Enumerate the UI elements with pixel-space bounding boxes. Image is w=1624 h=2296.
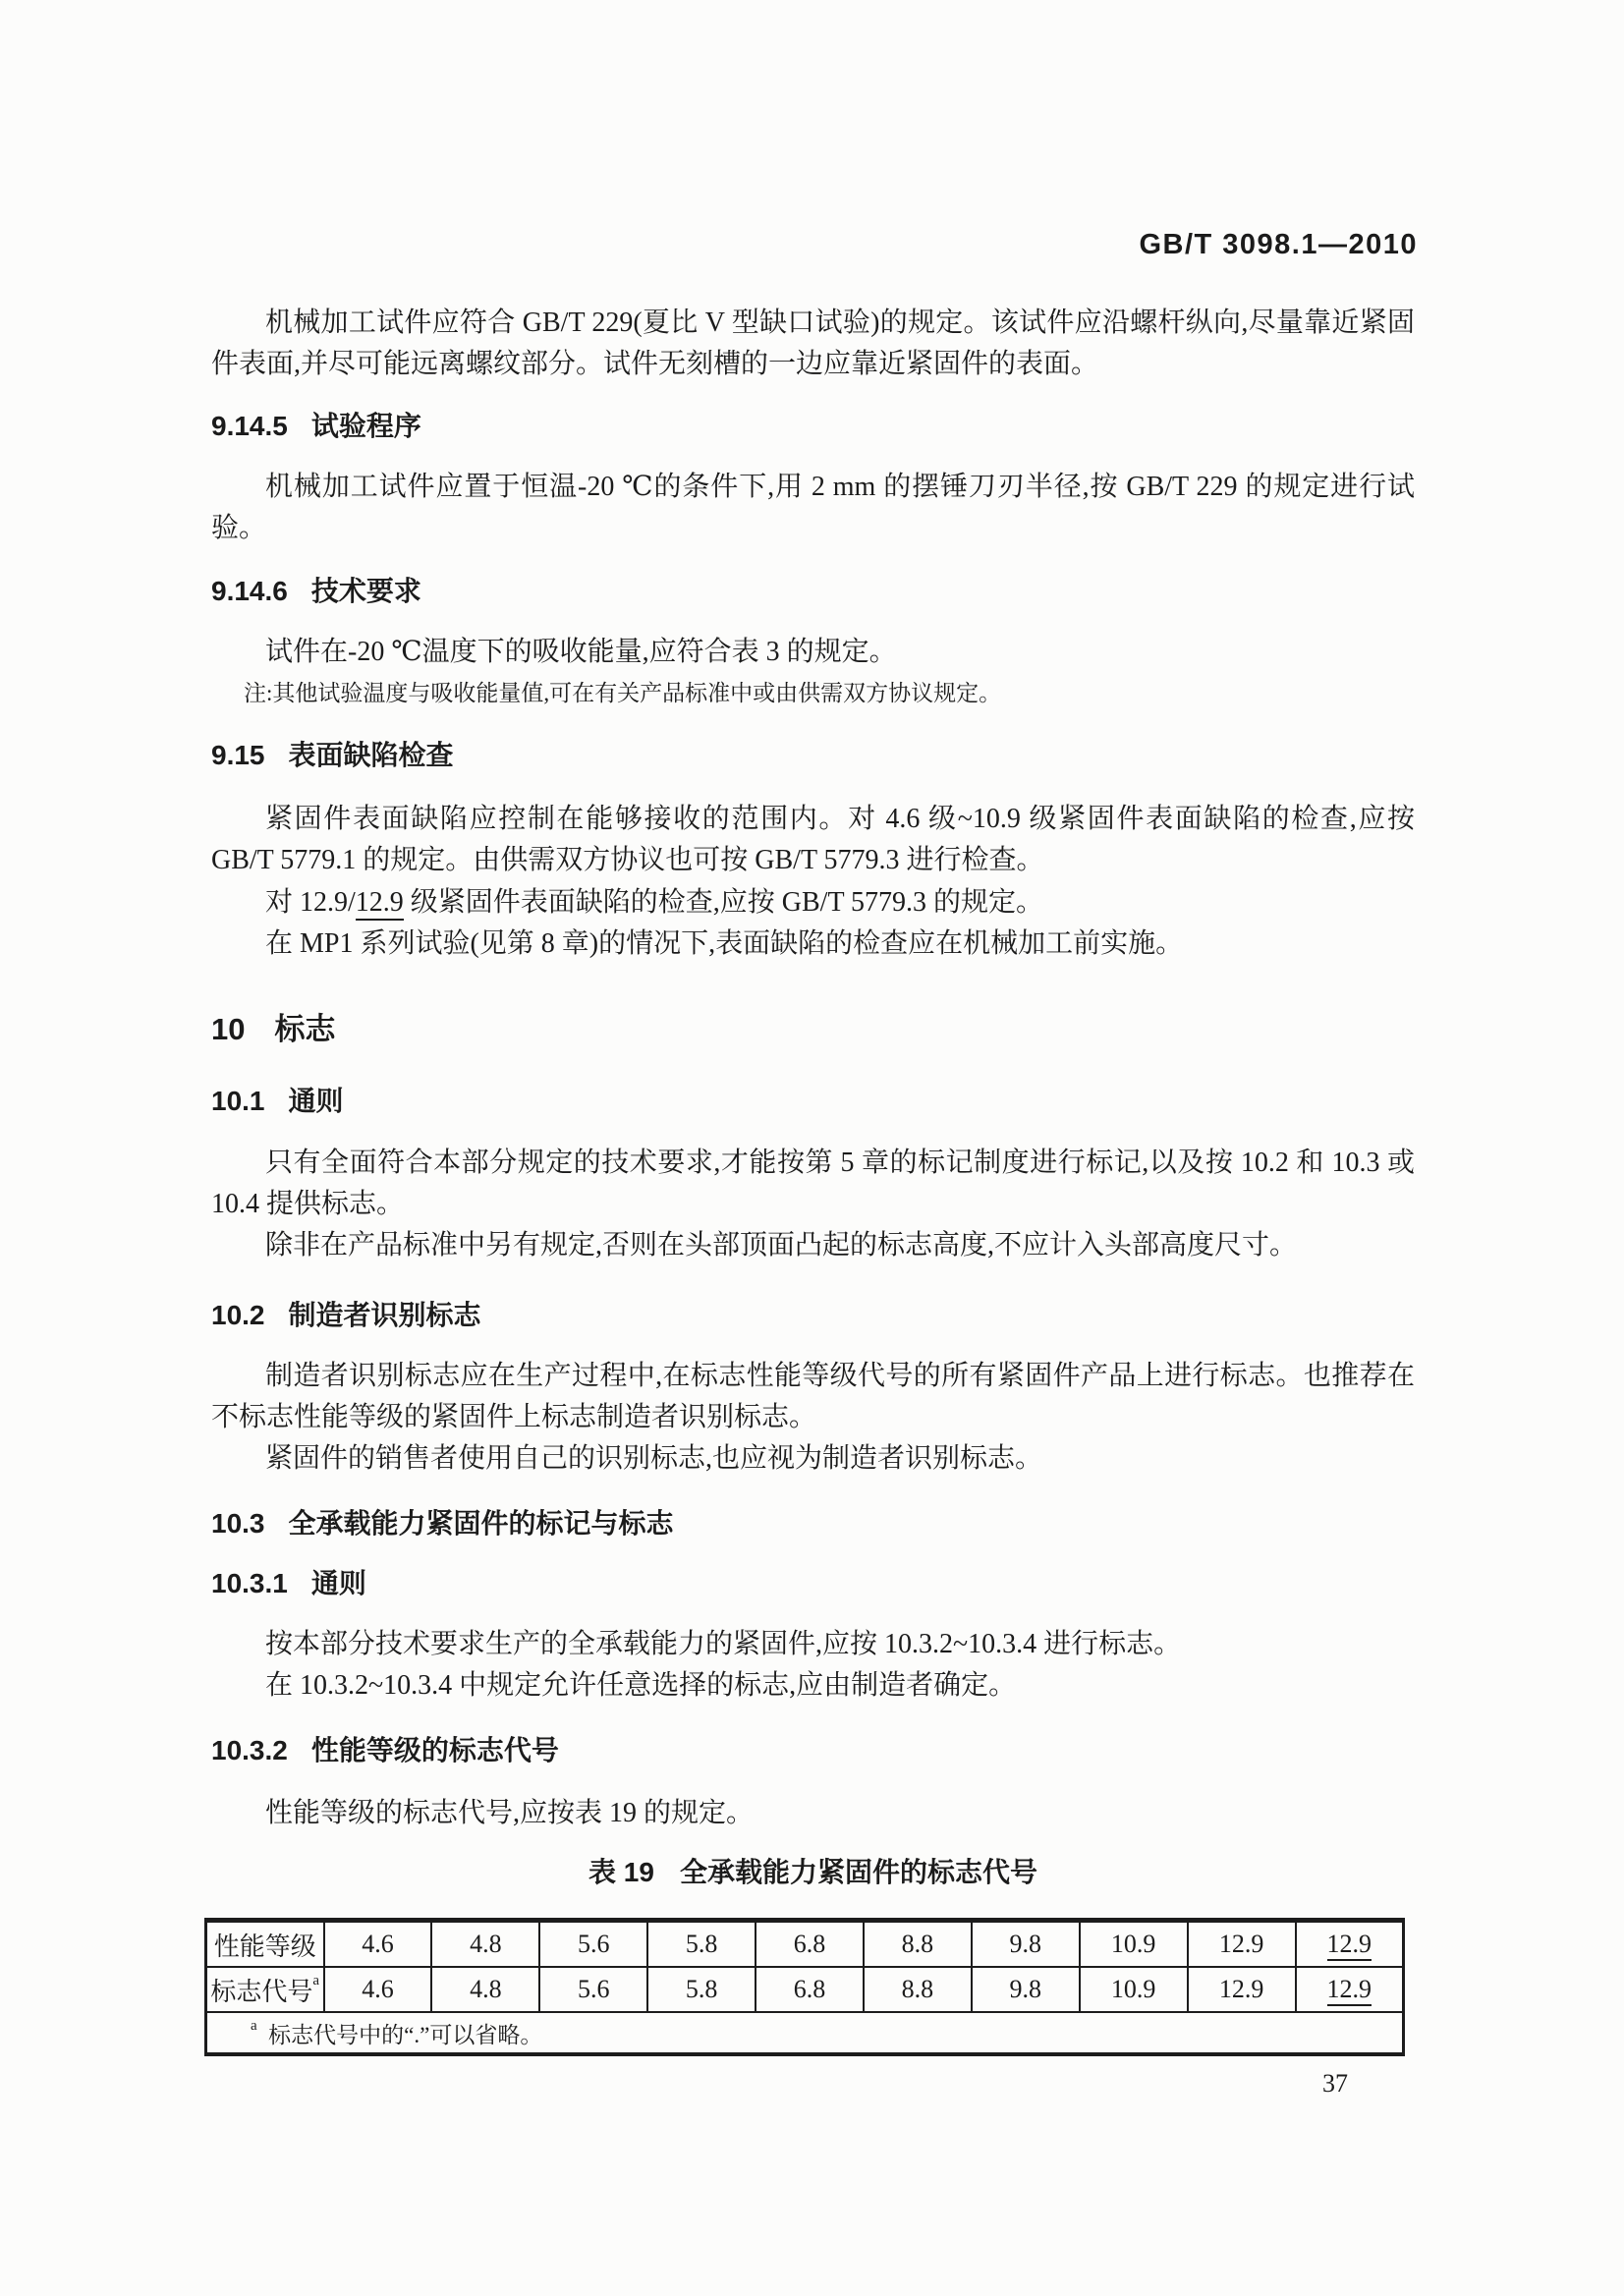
text-before-underline: 对 12.9/ [265,887,356,918]
heading-number: 9.15 [211,740,265,770]
heading-number: 10.3.1 [211,1568,288,1598]
table-cell: 4.8 [431,1921,539,1968]
heading-title: 表面缺陷检查 [288,740,454,770]
heading-number: 10.2 [211,1300,265,1330]
heading-10-1 [211,1081,1415,1122]
table-cell: 4.8 [431,1967,539,2012]
table-cell: 6.8 [756,1921,864,1968]
table-footnote-row [206,2012,1404,2054]
table-title: 全承载能力紧固件的标志代号 [679,1857,1037,1887]
paragraph-general-1: 只有全面符合本部分规定的技术要求,才能按第 5 章的标记制度进行标记,以及按 10.2 和 10.3 或 10.4 提供标志。 [211,1148,1415,1219]
text-after-underline: 级紧固件表面缺陷的检查,应按 GB/T 5779.3 的规定。 [403,887,1044,918]
underlined-class-12-9: 12.9 [356,887,404,921]
paragraph-surface-defects-3: 在 MP1 系列试验(见第 8 章)的情况下,表面缺陷的检查应在机械加工前实施。 [265,928,1184,959]
note-line [211,678,1415,709]
heading-10-3-1 [211,1563,1415,1604]
paragraph-full-loadability-2: 在 10.3.2~10.3.4 中规定允许任意选择的标志,应由制造者确定。 [265,1670,1017,1701]
heading-9-14-5 [211,406,1415,447]
table-cell: 8.8 [864,1921,972,1968]
footnote-marker: a [312,1972,320,1988]
table-cell: 5.8 [647,1967,756,2012]
heading-title: 性能等级的标志代号 [310,1735,559,1765]
table-cell-underlined [1296,1967,1404,2012]
table-cell: 4.6 [324,1967,432,2012]
note-text: 其他试验温度与吸收能量值,可在有关产品标准中或由供需双方协议规定。 [272,681,1002,705]
heading-number: 10.1 [211,1086,265,1116]
paragraph-full-loadability-1: 按本部分技术要求生产的全承载能力的紧固件,应按 10.3.2~10.3.4 进行标志。 [265,1629,1182,1659]
paragraph-test-procedure: 机械加工试件应置于恒温-20 ℃的条件下,用 2 mm 的摆锤刀刃半径,按 GB/T 229 的规定进行试验。 [211,472,1415,543]
heading-number: 9.14.6 [211,576,288,606]
table-cell: 12.9 [1188,1921,1296,1968]
table-cell: 8.8 [864,1967,972,2012]
page-number: 37 [1322,2069,1348,2098]
paragraph-manufacturer-mark-2: 紧固件的销售者使用自己的识别标志,也应视为制造者识别标志。 [265,1443,1043,1474]
standard-number-header: GB/T 3098.1—2010 [1139,229,1418,260]
heading-title: 技术要求 [310,576,421,606]
heading-10-3 [211,1503,1415,1544]
underlined-value: 12.9 [1327,1975,1372,2006]
chapter-number: 10 [211,1012,246,1046]
heading-number: 10.3.2 [211,1735,288,1765]
table-cell: 10.9 [1080,1921,1188,1968]
paragraph-manufacturer-mark-1: 制造者识别标志应在生产过程中,在标志性能等级代号的所有紧固件产品上进行标志。也推荐在不标志性能等级的紧固件上标志制造者识别标志。 [211,1361,1415,1432]
heading-number: 9.14.5 [211,411,288,441]
heading-title: 全承载能力紧固件的标记与标志 [288,1508,674,1539]
heading-number: 10.3 [211,1508,265,1539]
table-cell: 4.6 [324,1921,432,1968]
table-19 [204,1918,1405,2056]
note-label: 注: [244,681,273,705]
heading-10 [211,1008,1415,1051]
heading-10-2 [211,1295,1415,1336]
heading-9-14-6 [211,571,1415,612]
underlined-value: 12.9 [1327,1930,1372,1961]
table-cell: 5.8 [647,1921,756,1968]
table-cell: 10.9 [1080,1967,1188,2012]
paragraph-technical-requirement: 试件在-20 ℃温度下的吸收能量,应符合表 3 的规定。 [265,637,897,667]
table-cell: 5.6 [539,1921,647,1968]
footnote-marker: a [251,2017,257,2034]
table-footnote [206,2012,1404,2054]
table-cell-underlined [1296,1921,1404,1968]
table-cell: 9.8 [972,1921,1080,1968]
table-cell: 9.8 [972,1967,1080,2012]
paragraph-marking-code: 性能等级的标志代号,应按表 19 的规定。 [265,1798,755,1828]
row-label-property-class: 性能等级 [206,1921,324,1968]
chapter-title: 标志 [274,1012,336,1046]
paragraph-surface-defects-1: 紧固件表面缺陷应控制在能够接收的范围内。对 4.6 级~10.9 级紧固件表面缺陷的检查,应按 GB/T 5779.1 的规定。由供需双方协议也可按 GB/T 5779.3 进行检查。 [211,804,1415,875]
heading-title: 试验程序 [310,411,421,441]
paragraph-general-2: 除非在产品标准中另有规定,否则在头部顶面凸起的标志高度,不应计入头部高度尺寸。 [265,1230,1298,1260]
heading-10-3-2 [211,1730,1415,1771]
heading-9-15 [211,735,1415,776]
heading-title: 通则 [288,1086,344,1116]
table-row-property-class [206,1921,1404,1968]
paragraph-machined-specimen: 机械加工试件应符合 GB/T 229(夏比 V 型缺口试验)的规定。该试件应沿螺杆纵向,尽量靠近紧固件表面,并尽可能远离螺纹部分。试件无刻槽的一边应靠近紧固件的表面。 [211,308,1415,379]
table-label: 表 19 [588,1857,654,1887]
table-cell: 12.9 [1188,1967,1296,2012]
table-row-marking-code [206,1967,1404,2012]
heading-title: 制造者识别标志 [288,1300,481,1330]
document-content [211,0,1415,2056]
table-cell: 6.8 [756,1967,864,2012]
row-label-text: 标志代号 [210,1977,313,2006]
row-label-marking-code [206,1967,324,2012]
footnote-text: 标志代号中的“.”可以省略。 [268,2022,543,2047]
heading-title: 通则 [310,1568,366,1598]
paragraph-surface-defects-2 [211,882,1415,924]
table-cell: 5.6 [539,1967,647,2012]
table-19-caption [211,1852,1415,1893]
